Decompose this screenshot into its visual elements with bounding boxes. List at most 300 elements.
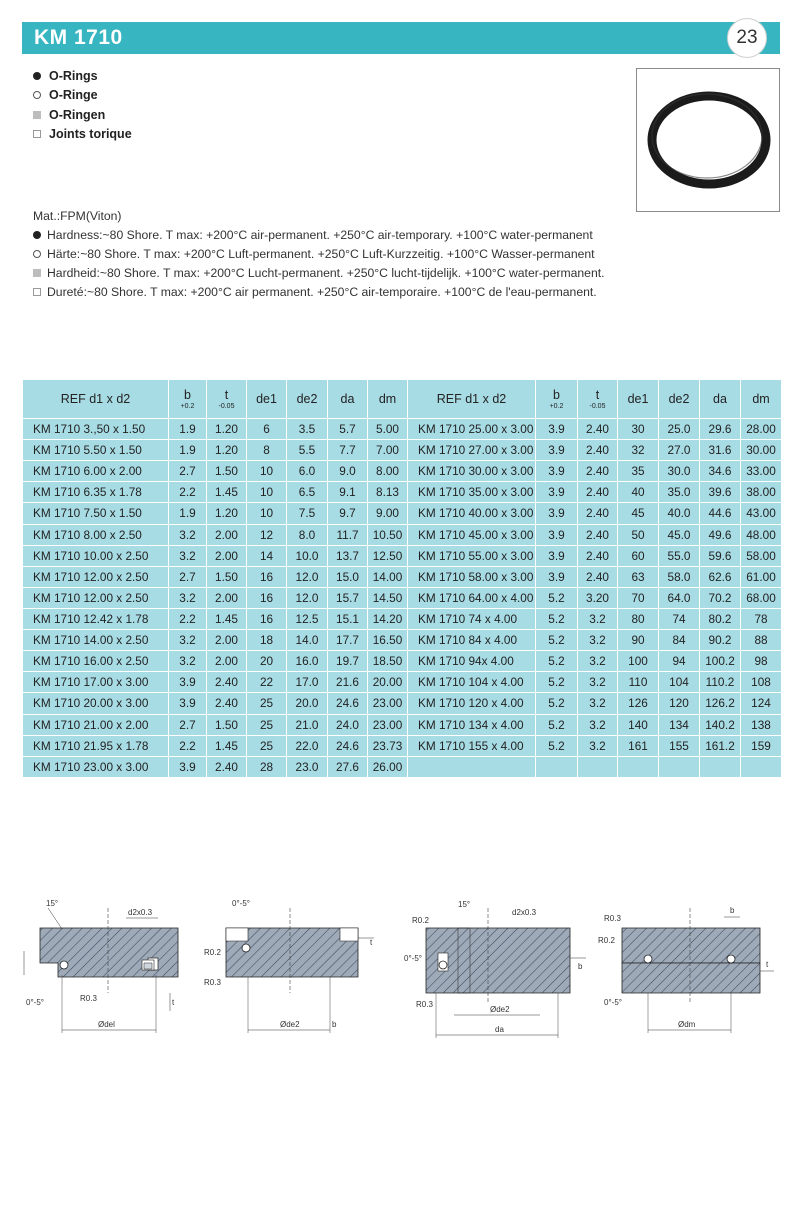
- table-cell: 9.0: [328, 461, 368, 482]
- table-row: [23, 630, 782, 651]
- table-cell: 50: [618, 524, 659, 545]
- table-header-cell: [328, 380, 368, 419]
- table-cell: 28.00: [741, 419, 782, 440]
- table-cell: 16: [247, 587, 287, 608]
- table-cell: 16: [247, 608, 287, 629]
- diagram-label: b: [332, 1020, 337, 1029]
- table-cell: 16.50: [368, 630, 408, 651]
- table-cell: [536, 756, 578, 777]
- language-item: [33, 105, 132, 125]
- table-cell: 14.0: [287, 630, 328, 651]
- table-cell: 2.7: [169, 461, 207, 482]
- diagram-label: Øde2: [280, 1020, 300, 1029]
- header-tolerance: +0.2: [180, 403, 195, 410]
- table-cell: 110.2: [700, 672, 741, 693]
- language-label: O-Ringe: [49, 88, 98, 103]
- diagram-label: t: [172, 998, 175, 1007]
- table-row: [23, 756, 782, 777]
- table-cell: 2.00: [207, 630, 247, 651]
- table-cell: KM 1710 134 x 4.00: [408, 714, 536, 735]
- header-tolerance: -0.05: [589, 403, 606, 410]
- header-label: da: [713, 392, 727, 406]
- table-cell: 5.2: [536, 735, 578, 756]
- table-cell: 1.45: [207, 735, 247, 756]
- table-cell: KM 1710 14.00 x 2.50: [23, 630, 169, 651]
- material-block: [33, 206, 605, 301]
- filled-circle-icon: [33, 72, 41, 80]
- table-cell: 8.00: [368, 461, 408, 482]
- header-label: de2: [296, 392, 318, 406]
- table-header-cell: [169, 380, 207, 419]
- table-cell: 23.00: [368, 714, 408, 735]
- table-cell: 3.9: [169, 693, 207, 714]
- table-row: [23, 714, 782, 735]
- table-cell: 40.0: [659, 503, 700, 524]
- diagram-label: 15°: [46, 899, 59, 908]
- diagram-label: d2x0.3: [128, 908, 153, 917]
- table-cell: 40: [618, 482, 659, 503]
- diagram-label: R0.3: [204, 978, 221, 987]
- table-cell: 5.2: [536, 630, 578, 651]
- table-cell: 124: [741, 693, 782, 714]
- table-cell: 64.0: [659, 587, 700, 608]
- table-cell: 14.50: [368, 587, 408, 608]
- table-row: [23, 693, 782, 714]
- table-cell: 30.0: [659, 461, 700, 482]
- language-item: [33, 125, 132, 145]
- table-cell: 14.20: [368, 608, 408, 629]
- table-cell: 2.00: [207, 651, 247, 672]
- table-cell: 24.0: [328, 714, 368, 735]
- table-cell: KM 1710 30.00 x 3.00: [408, 461, 536, 482]
- table-cell: [659, 756, 700, 777]
- table-cell: 9.00: [368, 503, 408, 524]
- table-cell: KM 1710 12.00 x 2.50: [23, 566, 169, 587]
- table-cell: 80.2: [700, 608, 741, 629]
- groove-diagrams: [18, 893, 788, 1043]
- table-cell: 16: [247, 566, 287, 587]
- table-cell: 108: [741, 672, 782, 693]
- diagram-label: t: [370, 938, 373, 947]
- table-header-row: [23, 380, 782, 419]
- table-cell: 10: [247, 482, 287, 503]
- table-cell: 24.6: [328, 735, 368, 756]
- table-cell: 134: [659, 714, 700, 735]
- page-number: 23: [727, 18, 767, 58]
- table-cell: KM 1710 84 x 4.00: [408, 630, 536, 651]
- material-text: Hardheid:~80 Shore. T max: +200°C Lucht-permanent. +250°C lucht-tijdelijk. +100°C water-permanent.: [47, 265, 605, 280]
- filled-square-icon: [33, 111, 41, 119]
- table-cell: 3.2: [578, 714, 618, 735]
- table-cell: 11.7: [328, 524, 368, 545]
- table-cell: 6.5: [287, 482, 328, 503]
- table-cell: 3.20: [578, 587, 618, 608]
- table-cell: 45: [618, 503, 659, 524]
- table-cell: 84: [659, 630, 700, 651]
- table-cell: 2.40: [207, 693, 247, 714]
- table-cell: 13.7: [328, 545, 368, 566]
- table-cell: [618, 756, 659, 777]
- table-cell: KM 1710 12.42 x 1.78: [23, 608, 169, 629]
- table-cell: 15.0: [328, 566, 368, 587]
- table-cell: 25.0: [659, 419, 700, 440]
- dimension-table: [22, 379, 782, 778]
- table-cell: 9.7: [328, 503, 368, 524]
- table-cell: 2.40: [578, 545, 618, 566]
- table-cell: 3.2: [578, 735, 618, 756]
- table-cell: KM 1710 64.00 x 4.00: [408, 587, 536, 608]
- table-cell: 14: [247, 545, 287, 566]
- table-cell: KM 1710 94x 4.00: [408, 651, 536, 672]
- table-cell: 126.2: [700, 693, 741, 714]
- table-cell: 12.5: [287, 608, 328, 629]
- filled-square-icon: [33, 269, 41, 277]
- diagram-label: R0.2: [412, 916, 429, 925]
- table-cell: 10: [247, 461, 287, 482]
- table-row: [23, 440, 782, 461]
- table-cell: 22: [247, 672, 287, 693]
- table-cell: 21.0: [287, 714, 328, 735]
- material-line: [33, 244, 605, 263]
- table-cell: KM 1710 6.00 x 2.00: [23, 461, 169, 482]
- table-row: [23, 672, 782, 693]
- table-cell: 2.40: [578, 503, 618, 524]
- material-title: Mat.:FPM(Viton): [33, 208, 122, 223]
- language-label: Joints torique: [49, 127, 132, 142]
- table-cell: 94: [659, 651, 700, 672]
- table-cell: 2.40: [578, 482, 618, 503]
- table-row: [23, 587, 782, 608]
- table-cell: 8: [247, 440, 287, 461]
- table-cell: 1.20: [207, 503, 247, 524]
- hollow-circle-icon: [33, 91, 41, 99]
- table-cell: 3.9: [536, 545, 578, 566]
- table-cell: 3.2: [578, 672, 618, 693]
- table-cell: KM 1710 25.00 x 3.00: [408, 419, 536, 440]
- table-cell: 5.2: [536, 672, 578, 693]
- diagram-radial-groove-2: [598, 906, 774, 1033]
- table-cell: 3.2: [578, 608, 618, 629]
- header-label: REF d1 x d2: [436, 392, 507, 406]
- table-cell: 27.0: [659, 440, 700, 461]
- table-row: [23, 545, 782, 566]
- header-bar: [22, 22, 780, 54]
- diagram-axial-groove-2: [204, 899, 374, 1033]
- table-cell: 32: [618, 440, 659, 461]
- table-cell: 25: [247, 714, 287, 735]
- table-cell: 6: [247, 419, 287, 440]
- table-cell: KM 1710 74 x 4.00: [408, 608, 536, 629]
- header-label: REF d1 x d2: [60, 392, 131, 406]
- table-cell: KM 1710 7.50 x 1.50: [23, 503, 169, 524]
- table-cell: KM 1710 58.00 x 3.00: [408, 566, 536, 587]
- table-row: [23, 735, 782, 756]
- table-header-cell: [368, 380, 408, 419]
- header-label: da: [340, 392, 355, 406]
- table-cell: 161.2: [700, 735, 741, 756]
- table-cell: KM 1710 40.00 x 3.00: [408, 503, 536, 524]
- header-label: b: [553, 388, 560, 402]
- language-label: O-Rings: [49, 68, 98, 83]
- table-cell: 61.00: [741, 566, 782, 587]
- table-cell: 2.40: [578, 440, 618, 461]
- hollow-square-icon: [33, 130, 41, 138]
- table-cell: 30: [618, 419, 659, 440]
- table-cell: KM 1710 120 x 4.00: [408, 693, 536, 714]
- table-cell: KM 1710 3.,50 x 1.50: [23, 419, 169, 440]
- table-cell: 12.0: [287, 587, 328, 608]
- diagram-label: Ødm: [678, 1020, 696, 1029]
- table-cell: 14.00: [368, 566, 408, 587]
- table-cell: 58.0: [659, 566, 700, 587]
- table-cell: 126: [618, 693, 659, 714]
- table-cell: KM 1710 5.50 x 1.50: [23, 440, 169, 461]
- table-cell: 5.2: [536, 608, 578, 629]
- material-line: [33, 282, 605, 301]
- table-cell: 138: [741, 714, 782, 735]
- table-cell: 1.9: [169, 419, 207, 440]
- table-cell: 70.2: [700, 587, 741, 608]
- table-cell: 19.7: [328, 651, 368, 672]
- diagram-label: 0°-5°: [604, 998, 622, 1007]
- header-label: de2: [668, 392, 690, 406]
- table-cell: 23.0: [287, 756, 328, 777]
- table-cell: 62.6: [700, 566, 741, 587]
- table-cell: 120: [659, 693, 700, 714]
- table-cell: 155: [659, 735, 700, 756]
- table-cell: 1.50: [207, 566, 247, 587]
- table-cell: 33.00: [741, 461, 782, 482]
- table-cell: KM 1710 20.00 x 3.00: [23, 693, 169, 714]
- hollow-circle-icon: [33, 250, 41, 258]
- table-row: [23, 524, 782, 545]
- diagram-label: d2x0.3: [512, 908, 537, 917]
- diagram-label: R0.3: [604, 914, 621, 923]
- table-cell: 3.2: [169, 651, 207, 672]
- table-cell: 27.6: [328, 756, 368, 777]
- table-cell: 17.0: [287, 672, 328, 693]
- table-cell: 2.40: [578, 461, 618, 482]
- table-cell: 16.0: [287, 651, 328, 672]
- table-cell: 49.6: [700, 524, 741, 545]
- table-cell: 59.6: [700, 545, 741, 566]
- diagram-label: Øde2: [490, 1005, 510, 1014]
- material-text: Härte:~80 Shore. T max: +200°C Luft-permanent. +250°C Luft-Kurzzeitig. +100°C Wasser-permanent: [47, 246, 595, 261]
- table-cell: 43.00: [741, 503, 782, 524]
- header-label: de1: [627, 392, 649, 406]
- table-cell: 26.00: [368, 756, 408, 777]
- table-cell: 20.0: [287, 693, 328, 714]
- table-cell: 3.2: [169, 524, 207, 545]
- table-cell: KM 1710 12.00 x 2.50: [23, 587, 169, 608]
- table-cell: [408, 756, 536, 777]
- language-item: [33, 86, 132, 106]
- language-label: O-Ringen: [49, 107, 106, 122]
- table-cell: 60: [618, 545, 659, 566]
- o-ring-icon: [637, 69, 779, 211]
- table-cell: 2.40: [578, 524, 618, 545]
- diagram-label: R0.2: [598, 936, 615, 945]
- table-cell: 2.00: [207, 545, 247, 566]
- table-cell: 2.7: [169, 714, 207, 735]
- table-cell: 3.9: [536, 419, 578, 440]
- table-header-cell: [247, 380, 287, 419]
- table-cell: 15.7: [328, 587, 368, 608]
- table-cell: 2.40: [578, 419, 618, 440]
- table-cell: 3.9: [536, 461, 578, 482]
- diagram-axial-groove-1: [24, 899, 178, 1033]
- table-cell: 5.7: [328, 419, 368, 440]
- table-cell: 2.40: [207, 672, 247, 693]
- table-cell: KM 1710 155 x 4.00: [408, 735, 536, 756]
- table-cell: 1.45: [207, 482, 247, 503]
- table-cell: 21.6: [328, 672, 368, 693]
- table-cell: 2.2: [169, 482, 207, 503]
- table-header-cell: [618, 380, 659, 419]
- table-cell: 12: [247, 524, 287, 545]
- table-cell: KM 1710 10.00 x 2.50: [23, 545, 169, 566]
- table-cell: 3.2: [169, 545, 207, 566]
- table-cell: 1.45: [207, 608, 247, 629]
- table-row: [23, 419, 782, 440]
- diagram-label: Ødel: [98, 1020, 115, 1029]
- table-cell: KM 1710 23.00 x 3.00: [23, 756, 169, 777]
- table-cell: 3.2: [169, 630, 207, 651]
- diagram-label: t: [766, 960, 769, 969]
- table-header-cell: [207, 380, 247, 419]
- diagram-label: R0.3: [80, 994, 97, 1003]
- table-cell: 68.00: [741, 587, 782, 608]
- table-cell: 88: [741, 630, 782, 651]
- header-label: dm: [752, 392, 770, 406]
- table-cell: 2.40: [578, 566, 618, 587]
- table-cell: 12.50: [368, 545, 408, 566]
- diagram-label: b: [578, 962, 583, 971]
- table-cell: 104: [659, 672, 700, 693]
- table-cell: 10: [247, 503, 287, 524]
- table-header-cell: [700, 380, 741, 419]
- diagram-radial-groove-1: [404, 900, 586, 1038]
- table-cell: 20: [247, 651, 287, 672]
- table-cell: 100: [618, 651, 659, 672]
- header-tolerance: -0.05: [218, 403, 235, 410]
- table-cell: KM 1710 27.00 x 3.00: [408, 440, 536, 461]
- table-cell: 1.9: [169, 503, 207, 524]
- table-cell: 55.0: [659, 545, 700, 566]
- page-title: KM 1710: [34, 26, 123, 49]
- table-cell: 15.1: [328, 608, 368, 629]
- table-header-cell: [659, 380, 700, 419]
- table-row: [23, 608, 782, 629]
- table-cell: 3.9: [536, 503, 578, 524]
- table-cell: 3.2: [169, 587, 207, 608]
- table-row: [23, 461, 782, 482]
- table-cell: 3.2: [578, 651, 618, 672]
- table-cell: 1.9: [169, 440, 207, 461]
- table-cell: KM 1710 21.00 x 2.00: [23, 714, 169, 735]
- table-cell: 140: [618, 714, 659, 735]
- table-cell: 25: [247, 693, 287, 714]
- table-cell: 7.5: [287, 503, 328, 524]
- table-cell: 63: [618, 566, 659, 587]
- diagram-label: 0°-5°: [26, 998, 44, 1007]
- header-label: t: [595, 388, 600, 402]
- table-cell: 2.2: [169, 735, 207, 756]
- table-cell: 3.9: [169, 756, 207, 777]
- header-label: dm: [378, 392, 397, 406]
- table-cell: 80: [618, 608, 659, 629]
- table-cell: 3.9: [536, 566, 578, 587]
- table-cell: 8.0: [287, 524, 328, 545]
- table-cell: [578, 756, 618, 777]
- table-cell: KM 1710 45.00 x 3.00: [408, 524, 536, 545]
- table-cell: 7.00: [368, 440, 408, 461]
- table-cell: KM 1710 21.95 x 1.78: [23, 735, 169, 756]
- hollow-square-icon: [33, 288, 41, 296]
- table-cell: 5.00: [368, 419, 408, 440]
- table-cell: 1.20: [207, 419, 247, 440]
- header-label: b: [184, 388, 191, 402]
- table-cell: 10.0: [287, 545, 328, 566]
- language-list: [33, 66, 132, 144]
- table-cell: 39.6: [700, 482, 741, 503]
- table-cell: 5.2: [536, 651, 578, 672]
- table-cell: 140.2: [700, 714, 741, 735]
- table-row: [23, 651, 782, 672]
- table-cell: 44.6: [700, 503, 741, 524]
- table-cell: 7.7: [328, 440, 368, 461]
- table-cell: 58.00: [741, 545, 782, 566]
- table-cell: 3.9: [536, 524, 578, 545]
- table-cell: 2.00: [207, 587, 247, 608]
- table-header-cell: [287, 380, 328, 419]
- table-cell: 17.7: [328, 630, 368, 651]
- table-cell: 159: [741, 735, 782, 756]
- table-cell: 25: [247, 735, 287, 756]
- table-cell: 2.40: [207, 756, 247, 777]
- table-cell: 18.50: [368, 651, 408, 672]
- table-cell: 90: [618, 630, 659, 651]
- table-cell: 78: [741, 608, 782, 629]
- filled-circle-icon: [33, 231, 41, 239]
- table-cell: 2.00: [207, 524, 247, 545]
- table-cell: KM 1710 16.00 x 2.50: [23, 651, 169, 672]
- table-cell: 74: [659, 608, 700, 629]
- diagram-label: R0.2: [204, 948, 221, 957]
- table-header-cell: [578, 380, 618, 419]
- table-cell: 9.1: [328, 482, 368, 503]
- table-row: [23, 503, 782, 524]
- table-cell: KM 1710 104 x 4.00: [408, 672, 536, 693]
- diagram-label: 0°-5°: [232, 899, 250, 908]
- table-cell: 5.2: [536, 693, 578, 714]
- table-cell: KM 1710 35.00 x 3.00: [408, 482, 536, 503]
- table-row: [23, 482, 782, 503]
- table-cell: 6.0: [287, 461, 328, 482]
- table-cell: [700, 756, 741, 777]
- table-cell: 1.50: [207, 461, 247, 482]
- diagram-label: b: [730, 906, 735, 915]
- table-cell: 3.9: [169, 672, 207, 693]
- material-text: Dureté:~80 Shore. T max: +200°C air permanent. +250°C air-temporaire. +100°C de l'eau-permanent.: [47, 284, 597, 299]
- table-header-cell: [408, 380, 536, 419]
- table-cell: 29.6: [700, 419, 741, 440]
- table-cell: 22.0: [287, 735, 328, 756]
- table-cell: 18: [247, 630, 287, 651]
- diagram-label: 15°: [458, 900, 471, 909]
- table-cell: 98: [741, 651, 782, 672]
- header-tolerance: +0.2: [549, 403, 564, 410]
